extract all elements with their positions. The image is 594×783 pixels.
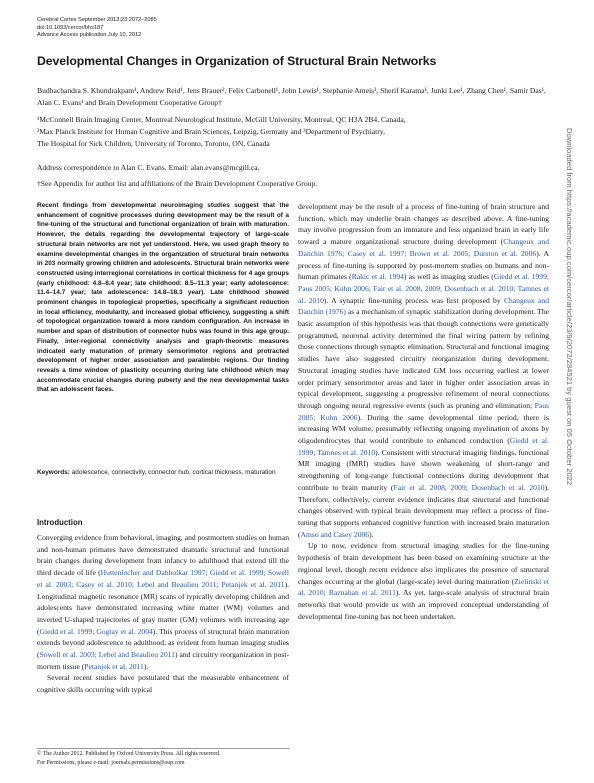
citation-link[interactable]: Paus 2005; Kuhn 2006 — [298, 400, 549, 422]
author-list: Budhachandra S. Khundrakpam¹, Andrew Reid¹, Jens Brauer², Felix Carbonell¹, John Lewis¹, Stephanie Ameis³, Sherif Karama¹, Junki Lee¹, Zhang Chen¹, Samir Das¹, Alan C. Evans¹ and Brain Development Cooperative Group† — [37, 86, 546, 107]
intro-paragraph-1: Converging evidence from behavioral, imaging, and postmortem studies on human and non-human primates have demonstrated dramatic structural and functional brain changes during development from infancy to adulthood that extend till the third decade of life (Huttenlocher and Dabholkar 1997; Giedd et al. 1999; Sowell et al. 2003; Casey et al. 2010; Lebel and Beaulieu 2011; Petanjek et al. 2011). Longitudinal magnetic resonance (MR) scans of typically developing children and adolescents have demonstrated increasing white matter (WM) volumes and inverted U-shaped trajectories of gray matter (GM) volumes with increasing age (Giedd et al. 1999; Gogtay et al. 2004). This process of structural brain maturation extends beyond adolescence to adulthood, as evident from human imaging studies (Sowell et al. 2003; Lebel and Beaulieu 2011) and circuitry reorganization in post-mortem tissue (Petanjek et al. 2011). — [37, 533, 289, 671]
citation-link[interactable]: Giedd et al. 1999; Paus 2005; Kuhn 2006; Fair et al. 2008, 2009; Dosenbach et al. 2010; Tamnes et al. 2010 — [298, 272, 549, 305]
download-note[interactable]: Downloaded from https://academic.oup.com/cercor/article/23/9/2072/284521 by guest on 05 October 2022 — [565, 128, 574, 486]
correspondence: Address correspondence to Alan C. Evans. Email: alan.evans@mcgill.ca. — [37, 163, 260, 172]
article-title: Developmental Changes in Organization of Structural Brain Networks — [37, 54, 437, 68]
intro-paragraph-4: Up to now, evidence from structural imaging studies for the fine-tuning hypothesis of brain development has been based on examining structure at the regional level, though recent evidence also implicates the presence of structural changes occurring at the global (large-scale) level during maturation (Zielinski et al. 2010; Raznahan et al. 2011). As yet, large-scale analysis of structural brain networks that would provide us with an improved conceptual understanding of developmental fine-tuning has not been undertaken. — [298, 541, 549, 621]
affiliation-line: ²Max Planck Institute for Human Cognitive and Brain Sciences, Leipzig, Germany and ³Department of Psychiatry, — [37, 127, 386, 136]
intro-paragraph-3: development may be the result of a process of fine-tuning of brain structure and function, which may underlie brain changes as described above. A fine-tuning may involve progression from an immature and less organized brain in early life toward a mature organizational structure during development (Changeux and Danchin 1976; Casey et al. 1997; Brown et al. 2005; Durston et al. 2006). A process of fine-tuning is supported by post-mortem studies on humans and non-human primates (Rakic et al. 1994) as well as imaging studies (Giedd et al. 1999; Paus 2005; Kuhn 2006; Fair et al. 2008, 2009; Dosenbach et al. 2010; Tamnes et al. 2010). A synaptic fine-tuning process was first proposed by Changeux and Danchin (1976) as a mechanism of synaptic stabilization during development. The basic assumption of this hypothesis was that though connections were genetically programmed, neuronal activity determined the final wiring pattern by refining those connections through synaptic elimination. Structural and functional imaging studies have also suggested circuitry reorganization during development. Structural imaging studies have indicated GM loss occurring earliest at lower order primary sensorimotor areas and later in higher order association areas in typical development, suggesting a progressive refinement of neural connections through ongoing neural regressive events (such as pruning and elimination; Paus 2005; Kuhn 2006). During the same developmental time period, there is increasing WM volume, presumably reflecting ongoing myelination of axons by oligodendrocytes that would contribute to enhanced conduction (Giedd et al. 1999; Tamnes et al. 2010). Consistent with structural imaging findings, functional MR imaging (fMRI) studies have shown weakening of short-range and strengthening of long-range functional connections during development that contribute to brain maturity (Fair et al. 2008, 2009; Dosenbach et al. 2010). Therefore, collectively, current evidence indicates that structural and functional changes observed with typical brain development may reflect a process of fine-tuning that supports enhanced cognitive function with increased brain maturation (Amso and Casey 2006). — [298, 202, 550, 539]
keywords — [37, 468, 289, 478]
citation-link[interactable]: Fair et al. 2008, 2009; Dosenbach et al. 2010 — [393, 482, 545, 492]
keywords-text: adolescence, connectivity, connector hub, cortical thickness, maturation — [71, 469, 276, 476]
copyright-footer — [37, 750, 220, 767]
intro-paragraph-2: Several recent studies have postulated that the measurable enhancement of cognitive skills occurring with typical — [37, 673, 289, 695]
citation-link[interactable]: Changeux and Danchin 1976; Casey et al. 1997; Brown et al. 2005; Durston et al. 2006 — [298, 237, 549, 258]
citation-link[interactable]: Giedd et al. 1999; Tamnes et al. 2010 — [298, 436, 550, 457]
journal-citation: Cerebral Cortex September 2013;23:2072–2085 — [37, 17, 157, 23]
download-watermark — [566, 128, 576, 588]
permissions-line: For Permissions, please e-mail: journals.permissions@oup.com — [37, 759, 185, 766]
journal-meta — [37, 17, 157, 40]
citation-link[interactable]: Giedd et al. 1999; Gogtay et al. 2004 — [39, 626, 153, 636]
abstract: Recent findings from developmental neuroimaging studies suggest that the enhancement of cognitive processes during development may be the result of a fine-tuning of the structural and functional organization of brain with maturation. However, the details regarding the developmental trajectory of large-scale structural brain networks are not yet understood. Here, we used graph theory to examine developmental changes in the organization of structural brain networks in 203 normally growing children and adolescents. Structural brain networks were constructed using interregional correlations in cortical thickness for 4 age groups (early childhood: 4.8–8.4 year; late childhood: 8.5–11.3 year; early adolescence: 11.4–14.7 year; late adolescence: 14.8–18.3 year). Late childhood showed prominent changes in topological properties, specifically a significant reduction in local efficiency, modularity, and increased global efficiency, suggesting a shift of topological organization toward a more random configuration. An increase in number and span of distribution of connector hubs was found in this age group. Finally, inter-regional connectivity analysis and graph-theoretic measures indicated early maturation of primary sensorimotor regions and protracted development of higher order association and paralimbic regions. Our finding reveals a time window of plasticity occurring during late childhood which may accommodate crucial changes during puberty and the new developmental tasks that an adolescent faces. — [37, 202, 289, 394]
section-heading-introduction: Introduction — [37, 518, 83, 527]
citation-link[interactable]: Amso and Casey 2006 — [300, 529, 370, 539]
doi: doi:10.1093/cercor/bhs187 — [37, 24, 104, 31]
right-column — [298, 201, 549, 622]
footer-rule — [37, 748, 289, 749]
citation-link[interactable]: Changeux and Danchin (1976) — [298, 295, 549, 317]
keywords-label: Keywords: — [37, 469, 70, 476]
affiliation-line: ¹McConnell Brain Imaging Center, Montreal Neurological Institute, McGill University, Montreal, QC H3A 2B4, Canada, — [37, 115, 406, 124]
affiliation-line: The Hospital for Sick Children, University of Toronto, Toronto, ON, Canada — [37, 139, 270, 148]
citation-link[interactable]: Huttenlocher and Dabholkar 1997; Giedd et al. 1999; Sowell et al. 2003; Casey et al. 2010; Lebel and Beaulieu 2011; Petanjek et al. 2011 — [37, 568, 289, 589]
citation-link[interactable]: Petanjek et al. 2011 — [84, 661, 144, 671]
affiliations — [37, 114, 557, 150]
copyright-line: © The Author 2012. Published by Oxford University Press. All rights reserved. — [37, 751, 221, 757]
left-column — [37, 532, 289, 696]
citation-link[interactable]: Rakic et al. 1994 — [351, 272, 404, 282]
citation-link[interactable]: Zielinski et al. 2010; Raznahan et al. 2011 — [298, 576, 549, 598]
publication-date: Advance Access publication July 10, 2012 — [37, 32, 142, 39]
citation-link[interactable]: Sowell et al. 2003; Lebel and Beaulieu 2011 — [39, 650, 175, 660]
appendix-note: †See Appendix for author list and affiliations of the Brain Development Cooperative Group. — [37, 179, 318, 188]
